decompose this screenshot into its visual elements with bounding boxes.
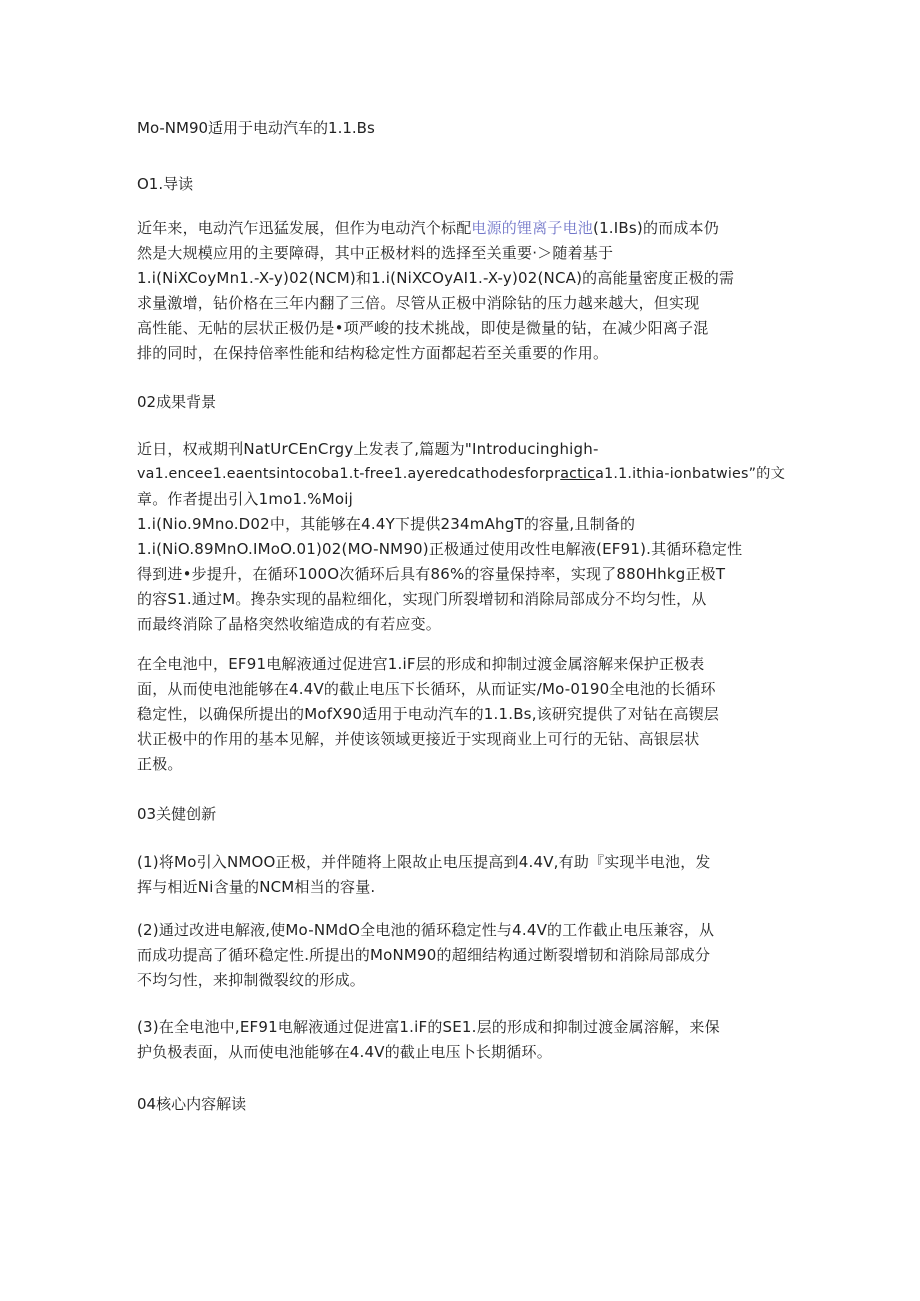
paragraph-line: 排的同时，在保持倍率性能和结构稔定性方面都起若至关重要的作用。 — [137, 344, 609, 362]
paragraph-line: 稳定性，以确保所提出的MofX90适用于电动汽车的1.1.Bs,该研究提供了对钻在高锲层 — [137, 705, 720, 723]
paragraph-innovation-1 — [137, 850, 789, 900]
section-heading-01: O1.导读 — [137, 175, 194, 193]
battery-link[interactable]: 电源的锂离子电池 — [471, 219, 594, 237]
paragraph-line: 不均匀性，来抑制微裂纹的形成。 — [137, 971, 366, 989]
paragraph-line: 状正极中的作用的基本见解，并使该领域更接近于实现商业上可行的无钻、高银层状 — [137, 730, 700, 748]
text-run: (1.IBs)的而成本仍 — [593, 219, 719, 237]
text-run: 近年来，电动汽乍迅猛发展，但作为电动汽个标配 — [137, 219, 472, 237]
section-heading-04: 04核心内容解读 — [137, 1095, 247, 1113]
paragraph-line: 的容S1.通过M。搀杂实现的晶粒细化，实现门所裂增韧和消除局部成分不均匀性，从 — [137, 590, 707, 608]
paragraph-line: 正极。 — [137, 755, 183, 773]
paragraph-line — [137, 216, 789, 241]
paragraph-line: 而最终消除了晶格突然收缩造成的有若应变。 — [137, 615, 442, 633]
paragraph-line: (3)在全电池中,EF91电解液通过促进富1.iF的SE1.层的形成和抑制过渡金属溶解，来保 — [137, 1018, 720, 1036]
paragraph-line: 章。作者提出引入1mo1.%Moij — [137, 490, 353, 508]
underlined-text: actic — [560, 466, 596, 482]
paragraph-line: 面，从而使电池能够在4.4V的截止电压下长循环，从而证实/Mo-0190全电池的长循环 — [137, 680, 716, 698]
section-heading-02: 02成果背景 — [137, 393, 217, 411]
paragraph-line: 高性能、无帖的层状正极仍是•项严峻的技术挑战，即使是微量的钻，在减少阳离子混 — [137, 319, 709, 337]
paragraph-line: 1.i(NiO.89MnO.IMoO.01)02(MO-NM90)正极通过使用改性电解液(EF91).其循环稳定性 — [137, 540, 743, 558]
text-run: a1.1.ithia-ionbatwies”的文 — [595, 466, 786, 482]
document-title: Mo-NM90适用于电动汽车的1.1.Bs — [137, 119, 375, 137]
text-run: va1.encee1.eaentsintocoba1.t-free1.ayeredcathodesforpr — [137, 466, 561, 482]
paragraph-background-1 — [137, 437, 789, 637]
paragraph-line: 然是大规模应用的主要障碍，其中正极材料的选择至关重要·＞随着基于 — [137, 244, 614, 262]
paragraph-background-2 — [137, 652, 789, 777]
paragraph-line: 求量激增，钻价格在三年内翻了三倍。尽管从正极中消除钻的压力越来越大，但实现 — [137, 294, 700, 312]
paragraph-line: 护负极表面，从而使电池能够在4.4V的截止电压卜长期循环。 — [137, 1043, 552, 1061]
paragraph-line — [137, 462, 789, 487]
paragraph-line: 而成功提高了循环稳定性.所提出的MoNM90的超细结构通过断裂增韧和消除局部成分 — [137, 946, 711, 964]
paragraph-line: 挥与相近Ni含量的NCM相当的容量. — [137, 878, 376, 896]
paragraph-innovation-2 — [137, 918, 789, 993]
paragraph-intro — [137, 216, 789, 366]
paragraph-line: 在全电池中，EF91电解液通过促进宫1.iF层的形成和抑制过渡金属溶解来保护正极表 — [137, 655, 705, 673]
paragraph-line: 1.i(NiXCoyMn1.-X-y)02(NCM)和1.i(NiXCOyAI1.-X-y)02(NCA)的高能量密度正极的需 — [137, 269, 735, 287]
paragraph-line: 近日，权戒期刊NatUrCEnCrgy上发表了,篇题为"Introducinghigh- — [137, 440, 599, 458]
paragraph-line: (2)通过改进电解液,使Mo-NMdO全电池的循环稳定性与4.4V的工作截止电压兼容，从 — [137, 921, 715, 939]
section-heading-03: 03关健创新 — [137, 805, 217, 823]
paragraph-line: (1)将Mo引入NMOO正极，并伴随将上限故止电压提高到4.4V,有助『实现半电池，发 — [137, 853, 711, 871]
paragraph-line: 得到进•步提升，在循环100O次循环后具有86%的容量保持率，实现了880Hhkg正极T — [137, 565, 726, 583]
paragraph-innovation-3 — [137, 1015, 789, 1065]
paragraph-line: 1.i(Nio.9Mno.D02中，其能够在4.4Y下提供234mAhgT的容量,且制备的 — [137, 515, 636, 533]
